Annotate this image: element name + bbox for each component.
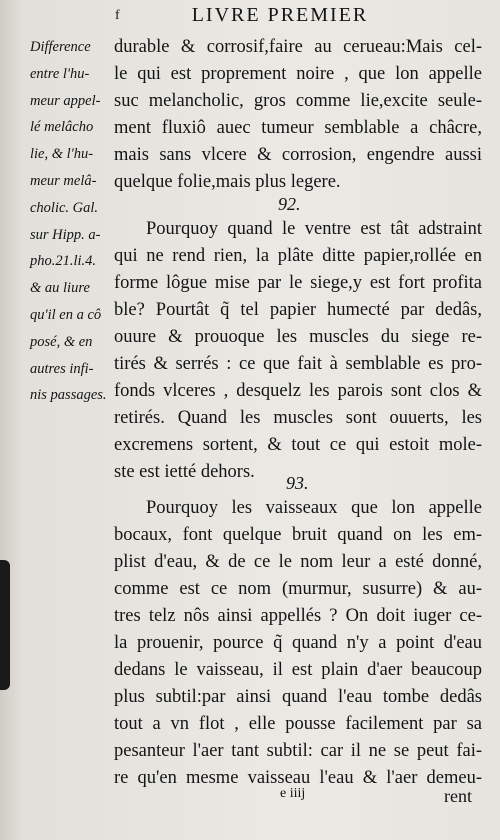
text-line: qui ne rend rien, la plâte ditte papier,rollée en [114, 246, 482, 266]
margin-note-line: entre l'hu- [30, 65, 90, 82]
page-edge-shadow [0, 560, 10, 690]
signature-mark: e iiij [280, 786, 306, 801]
text-line: pesanteur l'aer tant subtil: car il ne se peut fai- [114, 741, 482, 761]
text-line: plist d'eau, & de ce le nom leur a esté donné, [114, 552, 482, 572]
section-92-paragraph [114, 216, 482, 486]
margin-note-line: lie, & l'hu- [30, 146, 94, 163]
section-number: 93. [286, 473, 309, 493]
text-line: Pourquoy les vaisseaux que lon appelle [146, 498, 482, 518]
margin-note-line: & au liure [30, 280, 90, 297]
margin-note-line: nis passages. [30, 387, 107, 404]
text-line: tout a vn flot , elle pousse facilement par sa [114, 714, 482, 734]
text-line: ste est ietté dehors. [114, 462, 255, 482]
text-line: suc melancholic, gros comme lie,excite seule- [114, 91, 482, 111]
catchword: rent [444, 786, 472, 806]
section-number: 92. [278, 194, 301, 214]
text-line: quelque folie,mais plus legere. [114, 172, 341, 192]
text-line: fonds vlceres , desquelz les parois sont clos & [114, 381, 482, 401]
text-line: le qui est proprement noire , que lon appelle [114, 64, 482, 84]
running-title: LIVRE PREMIER [191, 4, 369, 26]
margin-note-line: sur Hipp. a- [30, 226, 101, 243]
text-line: mais sans vlcere & corrosion, engendre aussi [114, 145, 482, 165]
running-header [100, 4, 460, 26]
margin-note [30, 34, 110, 409]
section-93-paragraph [114, 495, 482, 792]
page-footer [100, 786, 480, 816]
text-line: la prouenir, pource q̃ quand n'y a point d'eau [114, 633, 482, 653]
margin-note-line: meur appel- [30, 92, 101, 109]
text-line: excremens sortent, & tout ce qui estoit mole- [114, 435, 482, 455]
text-line: re qu'en mesme vaisseau l'eau & l'aer demeu- [114, 768, 482, 788]
paragraph-continued [114, 34, 482, 196]
margin-note-line: lé melâcho [30, 119, 94, 136]
margin-note-line: posé, & en [30, 333, 93, 350]
text-line: ble? Pourtât q̃ tel papier humecté par dedâs, [114, 300, 482, 320]
margin-note-line: autres infi- [30, 360, 94, 377]
text-line: comme est ce nom (murmur, susurre) & au- [114, 579, 482, 599]
text-line: ment fluxiô auec tumeur semblable a châcre, [114, 118, 482, 138]
text-line: bocaux, font quelque bruit quand on les em- [114, 525, 482, 545]
text-line: retirés. Quand les muscles sont ouuerts, les [114, 408, 482, 428]
text-line: forme lôgue mise par le siege,y est fort profita [114, 273, 482, 293]
margin-note-line: qu'il en a cô [30, 306, 102, 323]
page-mark: f [115, 8, 120, 23]
text-line: tres telz nôs ainsi appellés ? On doit iuger ce- [114, 606, 482, 626]
text-line: durable & corrosif,faire au cerueau:Mais cel- [114, 37, 482, 57]
text-line: plus subtil:par ainsi quand l'eau tombe dedâs [114, 687, 482, 707]
margin-note-line: meur melâ- [30, 172, 97, 189]
margin-note-line: pho.21.li.4. [30, 253, 97, 270]
margin-note-line: cholic. Gal. [30, 199, 99, 216]
text-line: ouure & prouoque les muscles du siege re- [114, 327, 482, 347]
text-line: Pourquoy quand le ventre est tât adstraint [146, 219, 482, 239]
margin-note-line: Difference [30, 39, 91, 55]
text-line: tirés & serrés : ce que fait à semblable es pro- [114, 354, 482, 374]
text-line: dedans le vaisseau, il est plain d'aer beaucoup [114, 660, 482, 680]
